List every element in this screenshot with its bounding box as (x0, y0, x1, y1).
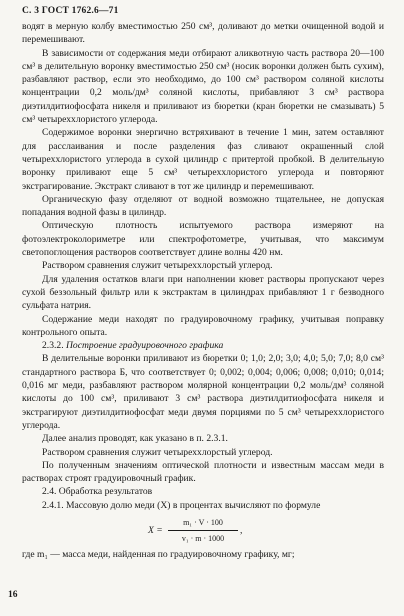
paragraph: По полученным значениям оптической плотности и известным массам меди в растворах строят градуировочный график. (22, 459, 384, 485)
paragraph: Раствором сравнения служит четыреххлорстый углерод. (42, 446, 273, 458)
section-heading-2-4: 2.4. Обработка результатов (42, 486, 153, 498)
section-text-2-4-1: 2.4.1. Массовую долю меди (X) в процентах вычисляют по формуле (42, 499, 321, 511)
page-body (22, 20, 384, 561)
paragraph: Оптическую плотность испытуемого раствора измеряют на фотоэлектроколориметре или спектрофотометре, учитывая, что максимум светопоглощения растворов соответствует длине волны 420 нм. (22, 220, 384, 259)
formula-numerator: m₁ · V · 100 (168, 516, 238, 531)
formula-tail: , (240, 524, 243, 536)
formula-where: где m₁ — масса меди, найденная по градуировочному графику, мг; (22, 548, 295, 560)
paragraph: Далее анализ проводят, как указано в п. 2.3.1. (42, 433, 228, 445)
section-heading-2-3-2 (22, 339, 384, 352)
paragraph: В зависимости от содержания меди отбирают аликвотную часть раствора 20—100 см³ в делительную воронку вместимостью 250 см³ (носик воронки должен быть сухим), разбавляют раствор, если это необходимо, до 100 см³ раствором соляной кислоты концентрации 0,2 моль/дм³ соляной кислоты, прибавляют 3 см³ раствора диэтилдитиофосфата никеля и приливают из бюретки (кран бюретки не смазывать) 5 см³ четыреххлористого углерода. (22, 47, 384, 126)
paragraph: Содержимое воронки энергично встряхивают в течение 1 мин, затем оставляют для расслаивания и после разделения фаз сливают окрашенный слой четыреххлористого углерода в сухой цилиндр с притертой пробкой. В делительную воронку приливают еще 5 см³ четыреххлористого углерода и повторяют экстрагирование. Экстракт сливают в тот же цилиндр и перемешивают. (22, 127, 384, 192)
formula-fraction (168, 516, 238, 546)
paragraph: Содержание меди находят по градуировочному графику, учитывая поправку контрольного опыта. (22, 313, 384, 338)
paragraph: В делительные воронки приливают из бюретки 0; 1,0; 2,0; 3,0; 4,0; 5,0; 7,0; 8,0 см³ стандартного раствора Б, что соответствует 0; 0,002; 0,004; 0,006; 0,008; 0,010; 0,014; 0,016 мг меди, разбавляют раствором молярной концентрации 0,2 моль/дм³ соляной кислоты до 100 см³, приливают 3 см³ раствора диэтилдитиофосфата никеля и экстрагируют диэтилдитиофосфат меди двумя порциями по 5 см³ четыреххлористого углерода. (22, 353, 384, 431)
formula-denominator: v₁ · m · 1000 (181, 534, 225, 544)
page-header: С. 3 ГОСТ 1762.6—71 (22, 6, 119, 16)
formula-lhs: X = (148, 524, 163, 536)
paragraph: Органическую фазу отделяют от водной возможно тщательнее, не допуская попадания водной фазы в цилиндр. (22, 193, 384, 219)
paragraph: водят в мерную колбу вместимостью 250 см³, доливают до метки очищенной водой и перемешивают. (22, 21, 384, 46)
page-number: 16 (8, 590, 18, 600)
section-title: Построение градуировочного графика (66, 340, 224, 352)
formula (22, 516, 384, 544)
section-number: 2.3.2. (42, 340, 64, 352)
paragraph: Раствором сравнения служит четыреххлорстый углерод. (42, 260, 273, 272)
paragraph: Для удаления остатков влаги при наполнении кювет растворы пропускают через сухой беззольный фильтр или к экстрактам в цилиндрах прибавляют 1 г безводного сульфата натрия. (22, 273, 384, 312)
